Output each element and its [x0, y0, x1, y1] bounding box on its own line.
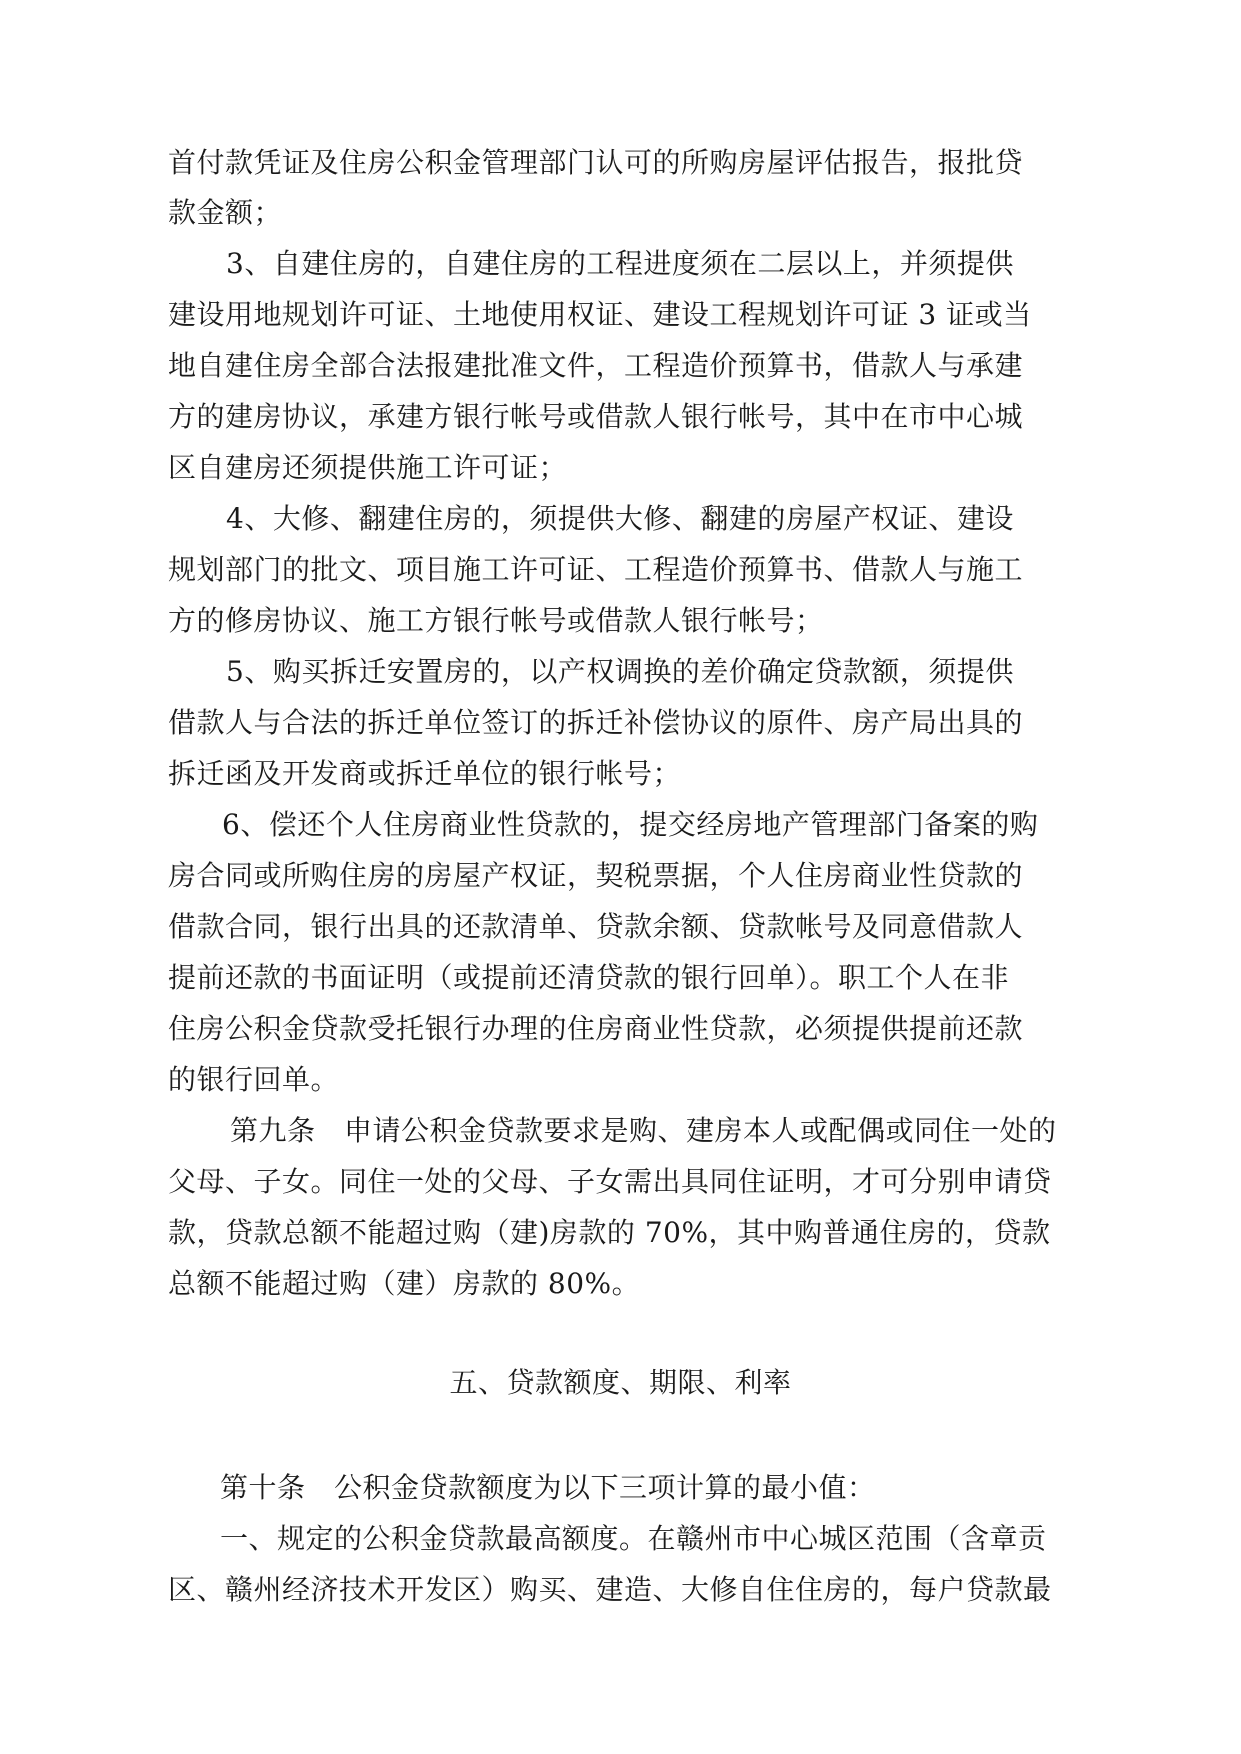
text-line: 房合同或所购住房的房屋产权证，契税票据，个人住房商业性贷款的 — [168, 859, 1024, 892]
text-line: 款，贷款总额不能超过购（建)房款的 70%，其中购普通住房的，贷款 — [168, 1216, 1051, 1249]
text-line: 方的建房协议，承建方银行帐号或借款人银行帐号，其中在市中心城 — [168, 400, 1024, 433]
text-line: 6、偿还个人住房商业性贷款的，提交经房地产管理部门备案的购 — [222, 808, 1039, 841]
text-line: 建设用地规划许可证、土地使用权证、建设工程规划许可证 3 证或当 — [168, 298, 1032, 331]
text-line: 提前还款的书面证明（或提前还清贷款的银行回单）。职工个人在非 — [168, 961, 1010, 994]
text-line: 借款人与合法的拆迁单位签订的拆迁补偿协议的原件、房产局出具的 — [168, 706, 1024, 739]
text-line: 4、大修、翻建住房的，须提供大修、翻建的房屋产权证、建设 — [226, 502, 1014, 535]
text-line: 方的修房协议、施工方银行帐号或借款人银行帐号； — [168, 604, 824, 637]
text-line: 借款合同，银行出具的还款清单、贷款余额、贷款帐号及同意借款人 — [168, 910, 1024, 943]
text-line: 第十条 公积金贷款额度为以下三项计算的最小值： — [220, 1471, 876, 1504]
text-line: 父母、子女。同住一处的父母、子女需出具同住证明，才可分别申请贷 — [168, 1165, 1052, 1198]
text-line: 3、自建住房的，自建住房的工程进度须在二层以上，并须提供 — [226, 247, 1014, 280]
text-line: 首付款凭证及住房公积金管理部门认可的所购房屋评估报告，报批贷 — [168, 146, 1024, 179]
text-line: 的银行回单。 — [168, 1063, 340, 1096]
text-line: 拆迁函及开发商或拆迁单位的银行帐号； — [168, 757, 682, 790]
text-line: 款金额； — [168, 196, 283, 229]
text-line: 地自建住房全部合法报建批准文件，工程造价预算书，借款人与承建 — [168, 349, 1024, 382]
text-line: 一、规定的公积金贷款最高额度。在赣州市中心城区范围（含章贡 — [220, 1522, 1047, 1555]
text-line: 住房公积金贷款受托银行办理的住房商业性贷款，必须提供提前还款 — [168, 1012, 1024, 1045]
text-line: 规划部门的批文、项目施工许可证、工程造价预算书、借款人与施工 — [168, 553, 1024, 586]
text-line: 区、赣州经济技术开发区）购买、建造、大修自住住房的，每户贷款最 — [168, 1573, 1052, 1606]
text-line: 总额不能超过购（建）房款的 80%。 — [168, 1267, 641, 1300]
text-line: 第九条 申请公积金贷款要求是购、建房本人或配偶或同住一处的 — [230, 1114, 1057, 1147]
text-line: 5、购买拆迁安置房的，以产权调换的差价确定贷款额，须提供 — [226, 655, 1014, 688]
text-line: 区自建房还须提供施工许可证； — [168, 451, 568, 484]
section-heading: 五、贷款额度、期限、利率 — [449, 1366, 792, 1399]
